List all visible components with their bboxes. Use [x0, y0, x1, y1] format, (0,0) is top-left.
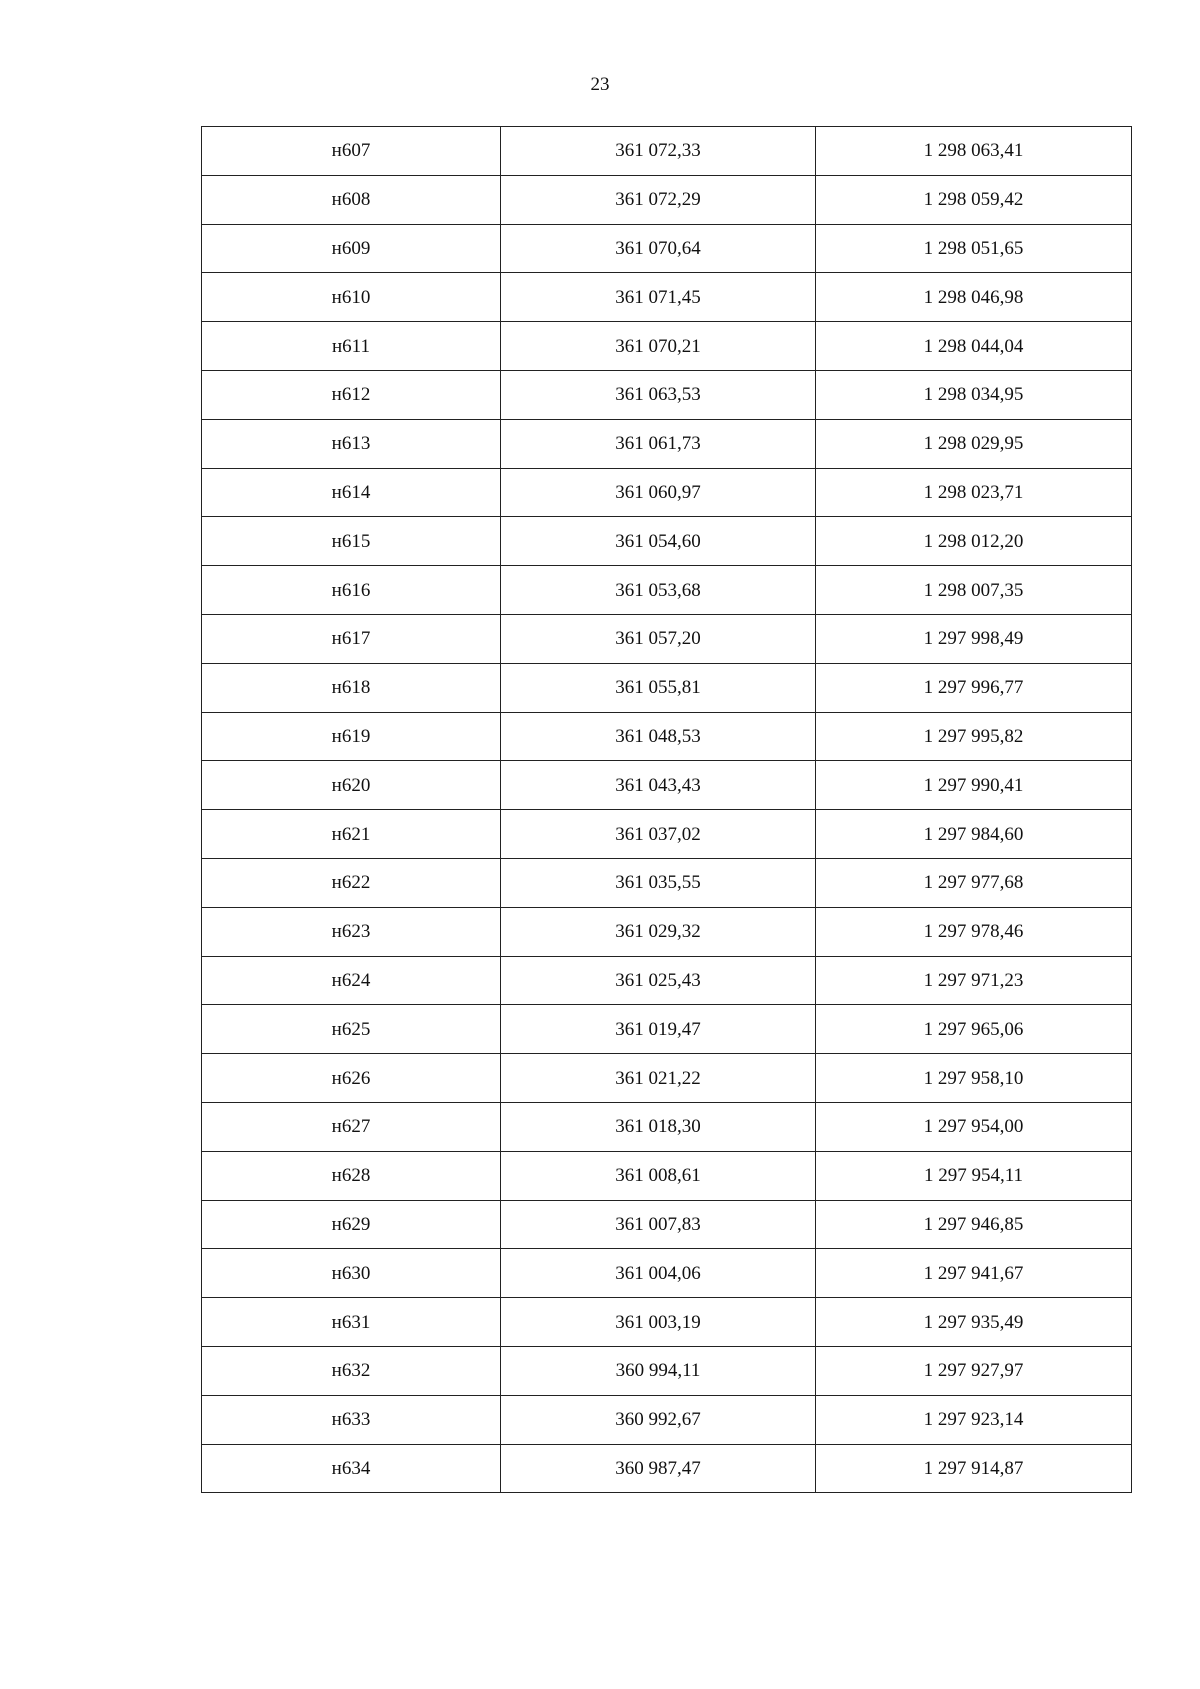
x-coordinate-cell: 361 072,29: [501, 175, 816, 224]
y-coordinate-cell: 1 298 029,95: [816, 419, 1132, 468]
table-row: [202, 273, 1132, 322]
table-row: [202, 761, 1132, 810]
table-row: [202, 907, 1132, 956]
point-cell: н615: [202, 517, 501, 566]
x-coordinate-cell: 361 043,43: [501, 761, 816, 810]
table-row: [202, 566, 1132, 615]
point-cell: н628: [202, 1151, 501, 1200]
x-coordinate-cell: 361 063,53: [501, 370, 816, 419]
coordinates-table-body: [202, 127, 1132, 1493]
x-coordinate-cell: 361 053,68: [501, 566, 816, 615]
y-coordinate-cell: 1 298 044,04: [816, 322, 1132, 371]
table-row: [202, 1249, 1132, 1298]
y-coordinate-cell: 1 298 007,35: [816, 566, 1132, 615]
table-row: [202, 712, 1132, 761]
point-cell: н626: [202, 1054, 501, 1103]
point-cell: н618: [202, 663, 501, 712]
point-cell: н609: [202, 224, 501, 273]
y-coordinate-cell: 1 297 990,41: [816, 761, 1132, 810]
table-row: [202, 468, 1132, 517]
point-cell: н616: [202, 566, 501, 615]
y-coordinate-cell: 1 297 941,67: [816, 1249, 1132, 1298]
x-coordinate-cell: 361 007,83: [501, 1200, 816, 1249]
table-row: [202, 127, 1132, 176]
point-cell: н607: [202, 127, 501, 176]
point-cell: н620: [202, 761, 501, 810]
y-coordinate-cell: 1 297 923,14: [816, 1395, 1132, 1444]
y-coordinate-cell: 1 298 063,41: [816, 127, 1132, 176]
x-coordinate-cell: 361 019,47: [501, 1005, 816, 1054]
table-row: [202, 1151, 1132, 1200]
point-cell: н624: [202, 956, 501, 1005]
table-row: [202, 1444, 1132, 1493]
point-cell: н621: [202, 810, 501, 859]
point-cell: н613: [202, 419, 501, 468]
y-coordinate-cell: 1 297 996,77: [816, 663, 1132, 712]
x-coordinate-cell: 361 054,60: [501, 517, 816, 566]
x-coordinate-cell: 361 071,45: [501, 273, 816, 322]
point-cell: н634: [202, 1444, 501, 1493]
point-cell: н630: [202, 1249, 501, 1298]
y-coordinate-cell: 1 298 023,71: [816, 468, 1132, 517]
table-row: [202, 1200, 1132, 1249]
x-coordinate-cell: 361 029,32: [501, 907, 816, 956]
table-row: [202, 956, 1132, 1005]
x-coordinate-cell: 361 070,64: [501, 224, 816, 273]
y-coordinate-cell: 1 297 954,00: [816, 1102, 1132, 1151]
point-cell: н627: [202, 1102, 501, 1151]
x-coordinate-cell: 361 004,06: [501, 1249, 816, 1298]
point-cell: н632: [202, 1346, 501, 1395]
y-coordinate-cell: 1 298 059,42: [816, 175, 1132, 224]
y-coordinate-cell: 1 297 927,97: [816, 1346, 1132, 1395]
y-coordinate-cell: 1 297 971,23: [816, 956, 1132, 1005]
y-coordinate-cell: 1 297 978,46: [816, 907, 1132, 956]
table-row: [202, 1346, 1132, 1395]
table-row: [202, 175, 1132, 224]
point-cell: н623: [202, 907, 501, 956]
point-cell: н610: [202, 273, 501, 322]
y-coordinate-cell: 1 297 935,49: [816, 1298, 1132, 1347]
x-coordinate-cell: 361 037,02: [501, 810, 816, 859]
y-coordinate-cell: 1 298 012,20: [816, 517, 1132, 566]
page-number: 23: [590, 74, 610, 95]
table-row: [202, 419, 1132, 468]
y-coordinate-cell: 1 297 977,68: [816, 858, 1132, 907]
table-row: [202, 370, 1132, 419]
y-coordinate-cell: 1 297 954,11: [816, 1151, 1132, 1200]
table-row: [202, 858, 1132, 907]
y-coordinate-cell: 1 297 998,49: [816, 614, 1132, 663]
x-coordinate-cell: 361 055,81: [501, 663, 816, 712]
y-coordinate-cell: 1 297 995,82: [816, 712, 1132, 761]
x-coordinate-cell: 361 018,30: [501, 1102, 816, 1151]
point-cell: н625: [202, 1005, 501, 1054]
table-row: [202, 810, 1132, 859]
x-coordinate-cell: 361 003,19: [501, 1298, 816, 1347]
y-coordinate-cell: 1 298 046,98: [816, 273, 1132, 322]
table-row: [202, 224, 1132, 273]
point-cell: н611: [202, 322, 501, 371]
point-cell: н631: [202, 1298, 501, 1347]
x-coordinate-cell: 361 021,22: [501, 1054, 816, 1103]
table-row: [202, 663, 1132, 712]
y-coordinate-cell: 1 297 914,87: [816, 1444, 1132, 1493]
y-coordinate-cell: 1 297 984,60: [816, 810, 1132, 859]
x-coordinate-cell: 361 025,43: [501, 956, 816, 1005]
table-row: [202, 614, 1132, 663]
x-coordinate-cell: 361 061,73: [501, 419, 816, 468]
x-coordinate-cell: 361 008,61: [501, 1151, 816, 1200]
y-coordinate-cell: 1 297 946,85: [816, 1200, 1132, 1249]
table-row: [202, 1054, 1132, 1103]
table-row: [202, 322, 1132, 371]
x-coordinate-cell: 361 072,33: [501, 127, 816, 176]
point-cell: н608: [202, 175, 501, 224]
x-coordinate-cell: 360 994,11: [501, 1346, 816, 1395]
point-cell: н614: [202, 468, 501, 517]
point-cell: н629: [202, 1200, 501, 1249]
table-row: [202, 1005, 1132, 1054]
y-coordinate-cell: 1 297 965,06: [816, 1005, 1132, 1054]
coordinates-table: [201, 126, 1132, 1493]
x-coordinate-cell: 360 987,47: [501, 1444, 816, 1493]
x-coordinate-cell: 360 992,67: [501, 1395, 816, 1444]
table-row: [202, 1298, 1132, 1347]
y-coordinate-cell: 1 298 034,95: [816, 370, 1132, 419]
x-coordinate-cell: 361 070,21: [501, 322, 816, 371]
y-coordinate-cell: 1 298 051,65: [816, 224, 1132, 273]
x-coordinate-cell: 361 048,53: [501, 712, 816, 761]
point-cell: н617: [202, 614, 501, 663]
y-coordinate-cell: 1 297 958,10: [816, 1054, 1132, 1103]
point-cell: н633: [202, 1395, 501, 1444]
point-cell: н612: [202, 370, 501, 419]
table-row: [202, 517, 1132, 566]
x-coordinate-cell: 361 035,55: [501, 858, 816, 907]
table-row: [202, 1395, 1132, 1444]
point-cell: н619: [202, 712, 501, 761]
x-coordinate-cell: 361 057,20: [501, 614, 816, 663]
point-cell: н622: [202, 858, 501, 907]
table-row: [202, 1102, 1132, 1151]
x-coordinate-cell: 361 060,97: [501, 468, 816, 517]
